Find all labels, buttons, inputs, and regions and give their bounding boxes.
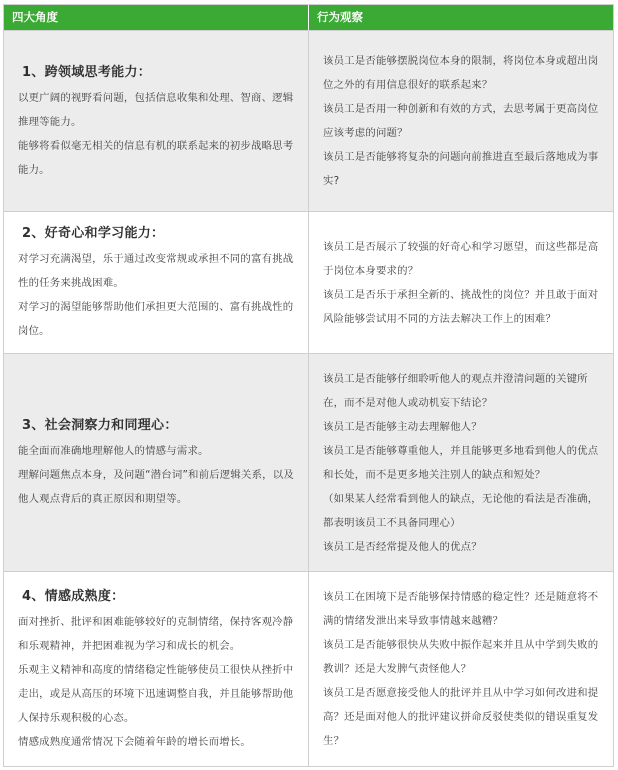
observation-item: 该员工是否能够仔细聆听他人的观点并澄清问题的关键所在，而不是对他人或动机妄下结论？	[323, 372, 588, 409]
perspective-desc: 对学习的渴望能够帮助他们承担更大范围的、富有挑战性的岗位。	[18, 301, 294, 337]
header-perspectives: 四大角度	[4, 5, 309, 30]
perspective-title: 4、情感成熟度：	[22, 588, 125, 604]
perspective-desc: 对学习充满渴望，乐于通过改变常规或承担不同的富有挑战性的任务来挑战困难。	[18, 253, 294, 289]
observation-cell	[309, 31, 613, 211]
observation-cell	[309, 354, 613, 571]
perspective-cell	[4, 212, 309, 353]
table-row	[4, 30, 613, 211]
perspective-desc: 乐观主义精神和高度的情绪稳定性能够使员工很快从挫折中走出，或是从高压的环境下迅速调整自我，并且能够帮助他人保持乐观积极的心态。	[18, 663, 294, 724]
observation-item: 该员工在困境下是否能够保持情感的稳定性？还是随意将不满的情绪发泄出来导致事情越来越糟？	[323, 591, 599, 627]
perspective-cell	[4, 354, 309, 571]
table-row	[4, 211, 613, 353]
observation-item: 该员工是否乐于承担全新的、挑战性的岗位？并且敢于面对风险能够尝试用不同的方法去解决工作上的困难？	[323, 288, 599, 325]
observation-cell	[309, 572, 613, 766]
table-row	[4, 353, 613, 571]
perspective-cell	[4, 572, 309, 766]
observation-item: 该员工是否展示了较强的好奇心和学习愿望，而这些都是高于岗位本身要求的？	[323, 240, 599, 277]
perspective-desc: 情感成熟度通常情况下会随着年龄的增长而增长。	[18, 735, 251, 748]
header-behavior-observation: 行为观察	[317, 10, 363, 24]
observation-item: 该员工是否能够主动去理解他人？	[323, 420, 482, 433]
observation-item: 该员工是否愿意接受他人的批评并且从中学习如何改进和提高？还是面对他人的批评建议拼命反驳使类似的错误重复发生？	[323, 687, 599, 747]
perspective-title: 3、社会洞察力和同理心：	[22, 418, 178, 433]
perspective-desc: 面对挫折、批评和困难能够较好的克制情绪，保持客观冷静和乐观精神，并把困难视为学习和成长的机会。	[18, 615, 294, 652]
observation-item: （如果某人经常看到他人的缺点，无论他的看法是否准确，都表明该员工不具备同理心）	[323, 492, 599, 529]
observation-item: 该员工是否经常提及他人的优点？	[323, 540, 482, 553]
observation-item: 该员工是否能够将复杂的问题向前推进直至最后落地成为事实?	[323, 151, 599, 187]
perspective-title: 2、好奇心和学习能力：	[22, 226, 165, 241]
perspective-cell	[4, 31, 309, 211]
perspective-desc: 能全面而准确地理解他人的情感与需求。	[18, 445, 209, 457]
perspective-title: 1、跨领域思考能力：	[22, 64, 152, 80]
assessment-table	[3, 4, 614, 767]
observation-item: 该员工是否用一种创新和有效的方式，去思考属于更高岗位应该考虑的问题？	[323, 103, 599, 139]
observation-item: 该员工是否能够尊重他人，并且能够更多地看到他人的优点和长处，而不是更多地关注别人的缺点和短处？	[323, 444, 599, 481]
perspective-desc: 能够将看似毫无相关的信息有机的联系起来的初步战略思考能力。	[18, 139, 294, 176]
table-header	[4, 5, 613, 30]
table-row	[4, 571, 613, 766]
observation-item: 该员工是否能够很快从失败中振作起来并且从中学到失败的教训？还是大发脾气责怪他人？	[323, 639, 599, 675]
perspective-desc: 以更广阔的视野看问题，包括信息收集和处理、智商、逻辑推理等能力。	[18, 91, 294, 128]
observation-cell	[309, 212, 613, 353]
perspective-desc: 理解问题焦点本身，及问题“潜台词”和前后逻辑关系，以及他人观点背后的真正原因和期望等。	[18, 469, 294, 505]
observation-item: 该员工是否能够摆脱岗位本身的限制，将岗位本身或超出岗位之外的有用信息很好的联系起来？	[323, 55, 599, 91]
